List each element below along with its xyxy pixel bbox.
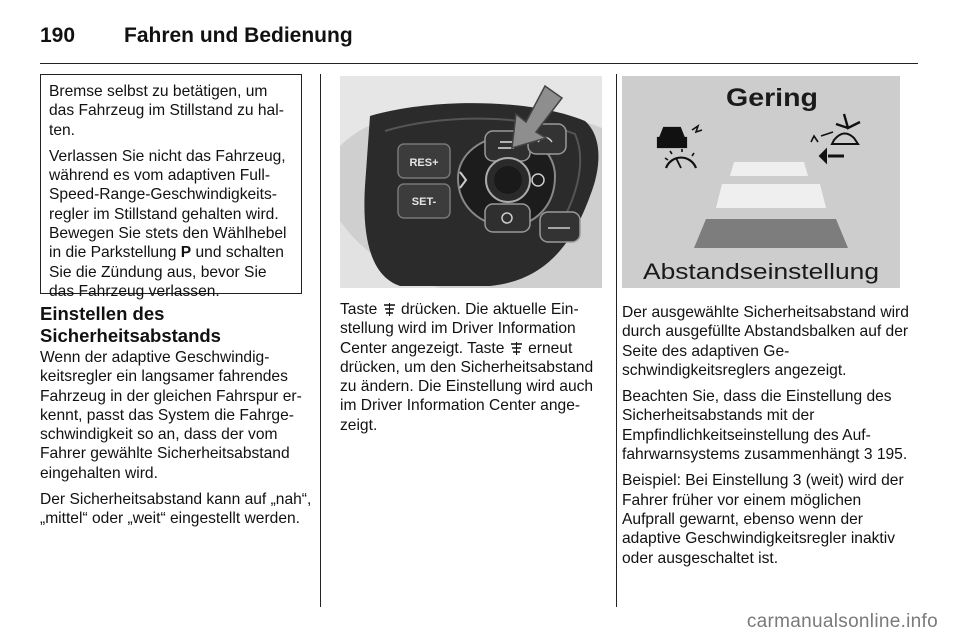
steering-wheel-controls-figure [340, 76, 602, 288]
column-divider-left [320, 74, 321, 607]
instructions-text-part: drücken. Die aktuelle Einstellung wird im Driver Information Center angezeigt. Taste [340, 301, 579, 357]
distance-bar-near [730, 162, 808, 176]
section-heading: Einstellen des Sicherheitsabstands [40, 303, 221, 346]
note-text-part: und schalten Sie die Zündung aus, bevor Sie das Fahrzeug verlassen. [49, 244, 284, 300]
set-button-label: SET- [411, 196, 437, 208]
res-button-label: RES+ [409, 157, 439, 169]
display-distance-label: Gering [726, 84, 818, 112]
steering-wheel-illustration [340, 76, 602, 288]
explanation-paragraph-2 [622, 387, 912, 464]
warning-note-box [40, 74, 302, 300]
instructions-text-part: Taste [340, 301, 382, 318]
column-divider-right [616, 74, 617, 607]
note-text-part: Verlassen Sie nicht das Fahrzeug, während es vom adaptiven Full-Speed-Range-Geschwindigkeitsregler im Stillstand gehalten wird. Bewegen Sie stets den Wählhebel in die Parkstellung [49, 147, 287, 262]
distance-bar-middle [716, 184, 826, 208]
section-paragraph-2: Der Sicherheitsabstand kann auf „nah“, „mittel“ oder „weit“ eingestellt werden. [40, 491, 312, 528]
following-distance-display-figure [622, 76, 900, 288]
header-rule [40, 63, 918, 64]
page-reference[interactable]: 195. [872, 446, 908, 464]
watermark: carmanualsonline.info [746, 611, 938, 632]
display-setting-caption: Abstandseinstellung [643, 259, 879, 284]
explanation-text-part: Beachten Sie, dass die Einstellung des Sicherheitsabstands mit der Empfindlichkeitseinstellung des Auffahrwarnsystems zusammenhängt [622, 388, 892, 464]
section-paragraph-1: Wenn der adaptive Geschwindigkeitsregler ein langsamer fahrendes Fahrzeug in der gleichen Fahrspur erkennt, passt das System die Fahrgeschwindigkeit so an, dass der vom Fahrer gewählte Sicherheitsabstand eingehalten wird. [40, 349, 302, 482]
note-paragraph-2 [49, 147, 294, 301]
explanation-paragraph-1: Der ausgewählte Sicherheitsabstand wird durch ausgefüllte Abstandsbalken auf der Seite des adaptiven Geschwindigkeitsreglers angezeigt. [622, 304, 909, 379]
page-header [40, 18, 920, 54]
page-number: 190 [40, 24, 76, 47]
page-reference-arrow-icon: 3 [863, 446, 873, 464]
distance-button-icon [509, 341, 524, 354]
distance-display-illustration [622, 76, 900, 288]
instructions-text-part: erneut drücken, um den Sicherheitsabstand zu ändern. Die Einstellung wird auch im Driver Information Center angezeigt. [340, 339, 594, 434]
instructions-paragraph [340, 300, 606, 435]
page-title: Fahren und Bedienung [124, 24, 353, 47]
explanation-paragraph-3: Beispiel: Bei Einstellung 3 (weit) wird der Fahrer früher vor einem möglichen Aufprall gewarnt, ebenso wenn der adaptive Geschwindigkeitsregler inaktiv oder ausgeschaltet ist. [622, 472, 904, 567]
distance-bar-far [694, 219, 848, 248]
distance-explanation [622, 303, 912, 575]
button-instructions [340, 300, 606, 442]
park-position-label: P [180, 244, 192, 262]
section-body [40, 348, 312, 536]
distance-button-icon [382, 302, 397, 315]
note-paragraph-1: Bremse selbst zu betätigen, um das Fahrzeug im Stillstand zu halten. [49, 83, 284, 139]
